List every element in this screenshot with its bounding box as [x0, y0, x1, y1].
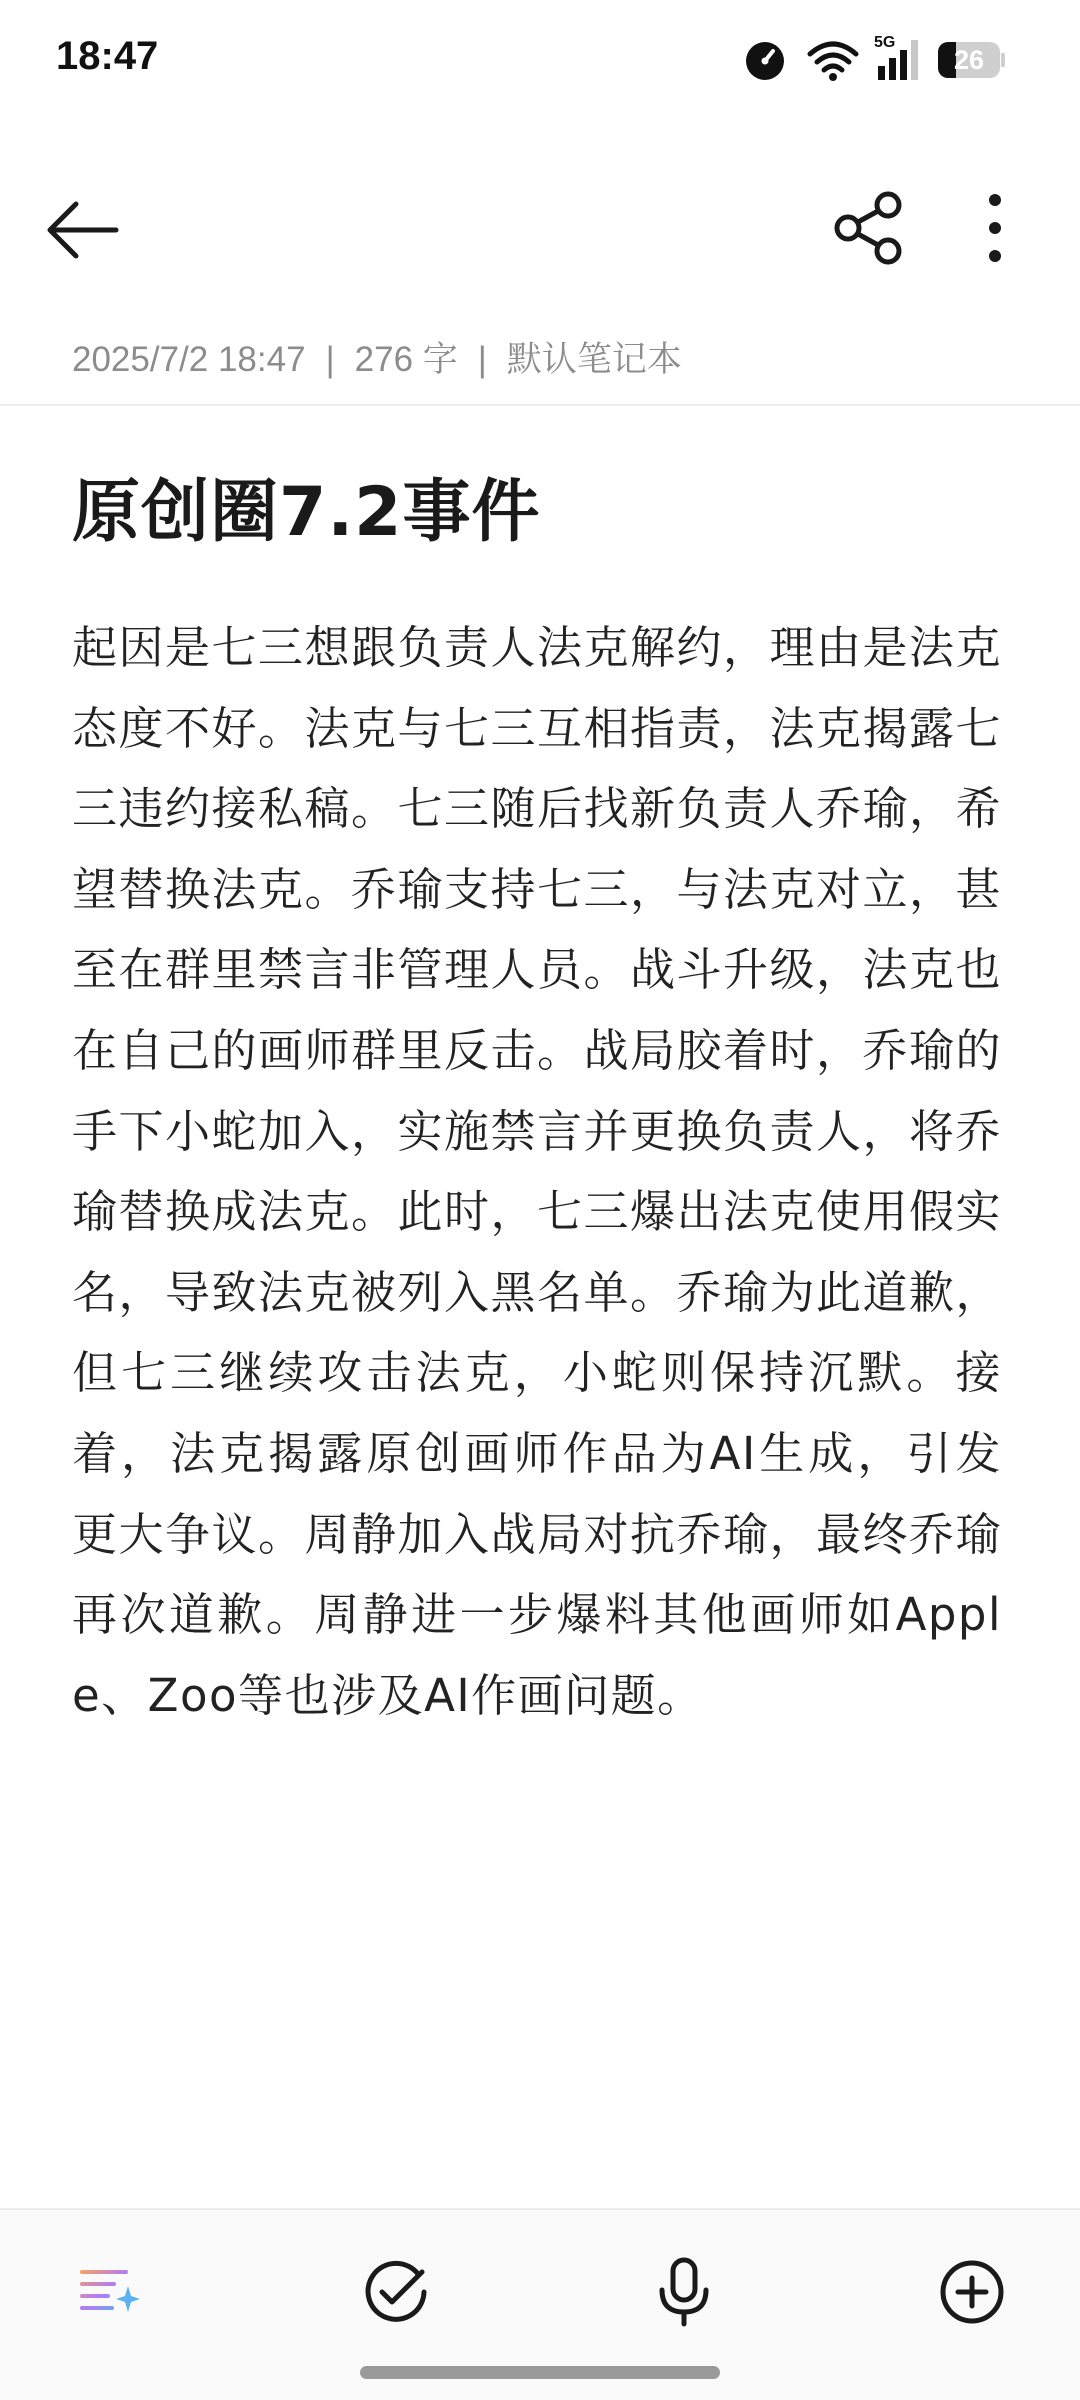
note-body[interactable]: 起因是七三想跟负责人法克解约，理由是法克态度不好。法克与七三互相指责，法克揭露七三违约接私稿。七三随后找新负责人乔瑜，希望替换法克。乔瑜支持七三，与法克对立，甚至在群里禁言非管理人员。战斗升级，法克也在自己的画师群里反击。战局胶着时，乔瑜的手下小蛇加入，实施禁言并更换负责人，将乔瑜替换成法克。此时，七三爆出法克使用假实名，导致法克被列入黑名单。乔瑜为此道歉，但七三继续攻击法克，小蛇则保持沉默。接着，法克揭露原创画师作品为AI生成，引发更大争议。周静加入战局对抗乔瑜，最终乔瑜再次道歉。周静进一步爆料其他画师如Apple、Zoo等也涉及AI作画问题。: [72, 621, 1003, 1722]
header-divider: [0, 404, 1080, 406]
microphone-icon: [644, 2252, 724, 2332]
battery-icon: [938, 42, 1004, 78]
add-button[interactable]: [932, 2252, 1012, 2332]
meta-separator: |: [325, 340, 335, 379]
more-vertical-icon: [962, 186, 1028, 270]
share-icon: [828, 186, 912, 270]
home-indicator[interactable]: [360, 2366, 720, 2379]
top-toolbar: [0, 180, 1080, 280]
ai-format-button[interactable]: [68, 2252, 148, 2332]
check-circle-icon: [356, 2252, 436, 2332]
note-meta: [72, 332, 682, 382]
add-circle-icon: [932, 2252, 1012, 2332]
battery-level: 26: [954, 45, 985, 75]
note-title[interactable]: 原创圈7.2事件: [72, 473, 541, 552]
back-button[interactable]: [40, 190, 126, 270]
ai-sparkle-list-icon: [68, 2252, 148, 2332]
network-type: 5G: [874, 34, 896, 51]
meta-separator: |: [477, 340, 487, 379]
more-options-button[interactable]: [962, 186, 1028, 270]
status-bar: [0, 0, 1080, 120]
speedometer-icon: [744, 40, 786, 82]
voice-input-button[interactable]: [644, 2252, 724, 2332]
status-time: 18:47: [56, 34, 159, 78]
note-datetime: 2025/7/2 18:47: [72, 340, 306, 379]
notebook-name[interactable]: 默认笔记本: [506, 340, 682, 379]
checklist-button[interactable]: [356, 2252, 436, 2332]
wifi-icon: [806, 40, 860, 82]
note-word-count: 276 字: [354, 340, 458, 379]
arrow-left-icon: [40, 190, 126, 270]
share-button[interactable]: [828, 186, 912, 270]
cellular-signal-icon: [874, 34, 924, 82]
